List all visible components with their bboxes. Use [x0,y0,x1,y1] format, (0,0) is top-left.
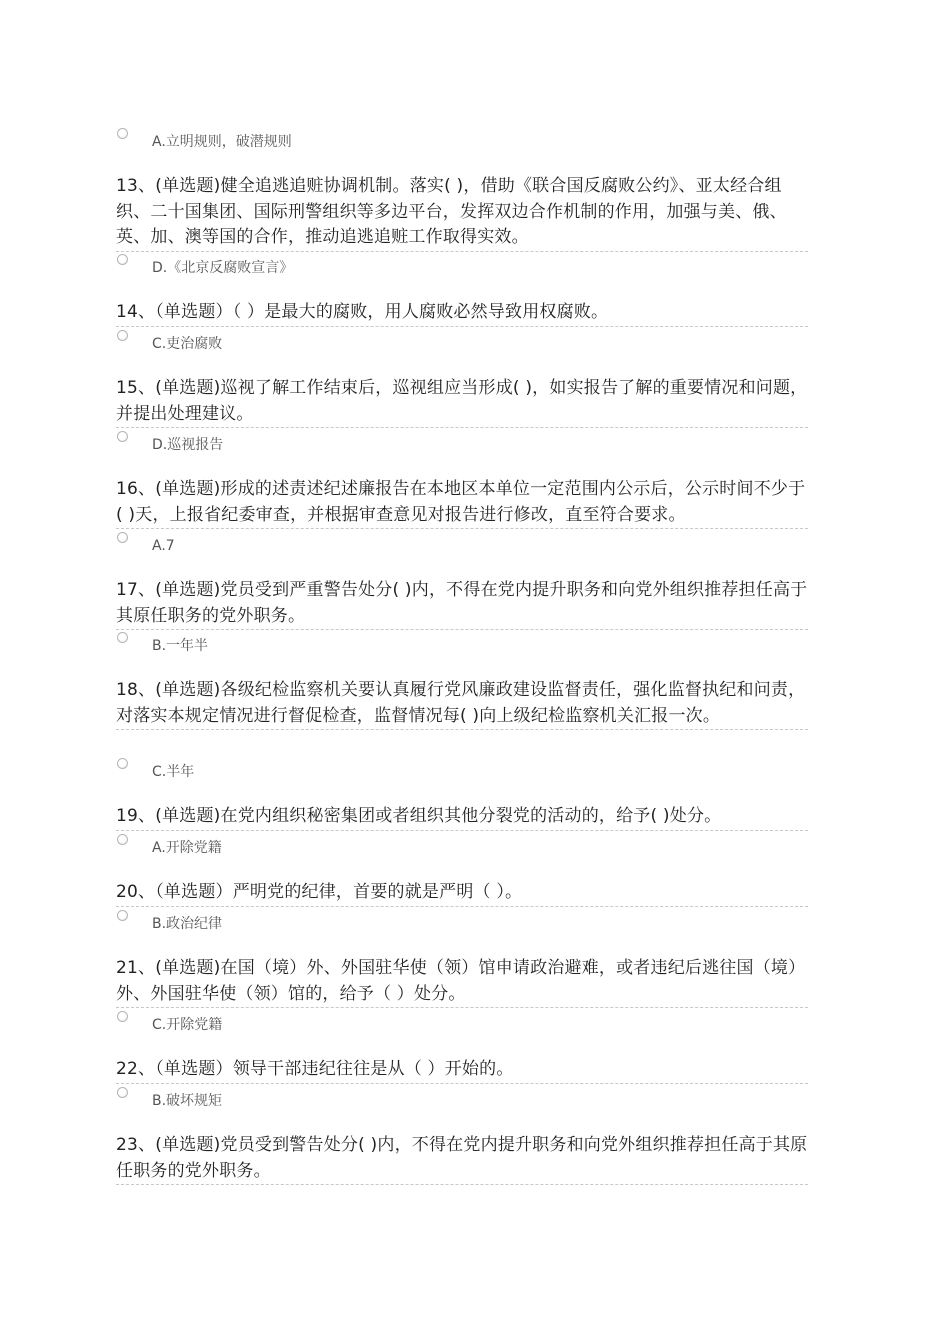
answer-option-label: B.破坏规矩 [152,1093,223,1109]
radio-button-icon[interactable] [117,632,128,643]
answer-option[interactable] [117,330,807,354]
answer-option-label: C.吏治腐败 [152,336,223,352]
answer-option[interactable] [117,532,807,556]
answer-option[interactable] [117,758,807,782]
answer-option[interactable] [117,632,807,656]
answer-option-label: B.政治纪律 [152,916,223,932]
answer-option-label: A.开除党籍 [152,840,222,856]
answer-option[interactable] [117,910,807,934]
question-text: 19、(单选题)在党内组织秘密集团或者组织其他分裂党的活动的，给予( )处分。 [116,804,808,831]
answer-option[interactable] [117,431,807,455]
answer-option-label: B.一年半 [152,638,209,654]
answer-option[interactable] [117,1011,807,1035]
radio-button-icon[interactable] [117,758,128,769]
answer-option-label: D.《北京反腐败宣言》 [152,260,294,276]
radio-button-icon[interactable] [117,330,128,341]
question-text: 17、(单选题)党员受到严重警告处分( )内，不得在党内提升职务和向党外组织推荐担任高于其原任职务的党外职务。 [116,578,808,630]
radio-button-icon[interactable] [117,1011,128,1022]
answer-option[interactable] [117,834,807,858]
question-text: 21、(单选题)在国（境）外、外国驻华使（领）馆申请政治避难，或者违纪后逃往国（境）外、外国驻华使（领）馆的，给予（ ）处分。 [116,956,808,1008]
radio-button-icon[interactable] [117,910,128,921]
radio-button-icon[interactable] [117,254,128,265]
question-text: 13、(单选题)健全追逃追赃协调机制。落实( )，借助《联合国反腐败公约》、亚太经合组织、二十国集团、国际刑警组织等多边平台，发挥双边合作机制的作用，加强与美、俄、英、加、澳等国的合作，推动追逃追赃工作取得实效。 [116,174,808,252]
answer-option-label: C.半年 [152,764,195,780]
answer-option[interactable] [117,128,807,152]
answer-option[interactable] [117,254,807,278]
radio-button-icon[interactable] [117,128,128,139]
radio-button-icon[interactable] [117,532,128,543]
question-text: 20、（单选题）严明党的纪律，首要的就是严明（ ）。 [116,880,808,907]
question-text: 15、(单选题)巡视了解工作结束后，巡视组应当形成( )，如实报告了解的重要情况和问题，并提出处理建议。 [116,376,808,428]
radio-button-icon[interactable] [117,1087,128,1098]
answer-option-label: A.7 [152,538,175,554]
answer-option-label: C.开除党籍 [152,1017,223,1033]
question-text: 16、(单选题)形成的述责述纪述廉报告在本地区本单位一定范围内公示后，公示时间不少于( )天，上报省纪委审查，并根据审查意见对报告进行修改，直至符合要求。 [116,477,808,529]
answer-option-label: D.巡视报告 [152,437,224,453]
answer-option[interactable] [117,1087,807,1111]
question-text: 18、(单选题)各级纪检监察机关要认真履行党风廉政建设监督责任，强化监督执纪和问责，对落实本规定情况进行督促检查，监督情况每( )向上级纪检监察机关汇报一次。 [116,678,808,730]
radio-button-icon[interactable] [117,834,128,845]
radio-button-icon[interactable] [117,431,128,442]
question-text: 14、（单选题）（ ）是最大的腐败，用人腐败必然导致用权腐败。 [116,300,808,327]
question-text: 22、（单选题）领导干部违纪往往是从（ ）开始的。 [116,1057,808,1084]
question-text: 23、(单选题)党员受到警告处分( )内，不得在党内提升职务和向党外组织推荐担任高于其原任职务的党外职务。 [116,1133,808,1185]
answer-option-label: A.立明规则，破潜规则 [152,134,292,150]
